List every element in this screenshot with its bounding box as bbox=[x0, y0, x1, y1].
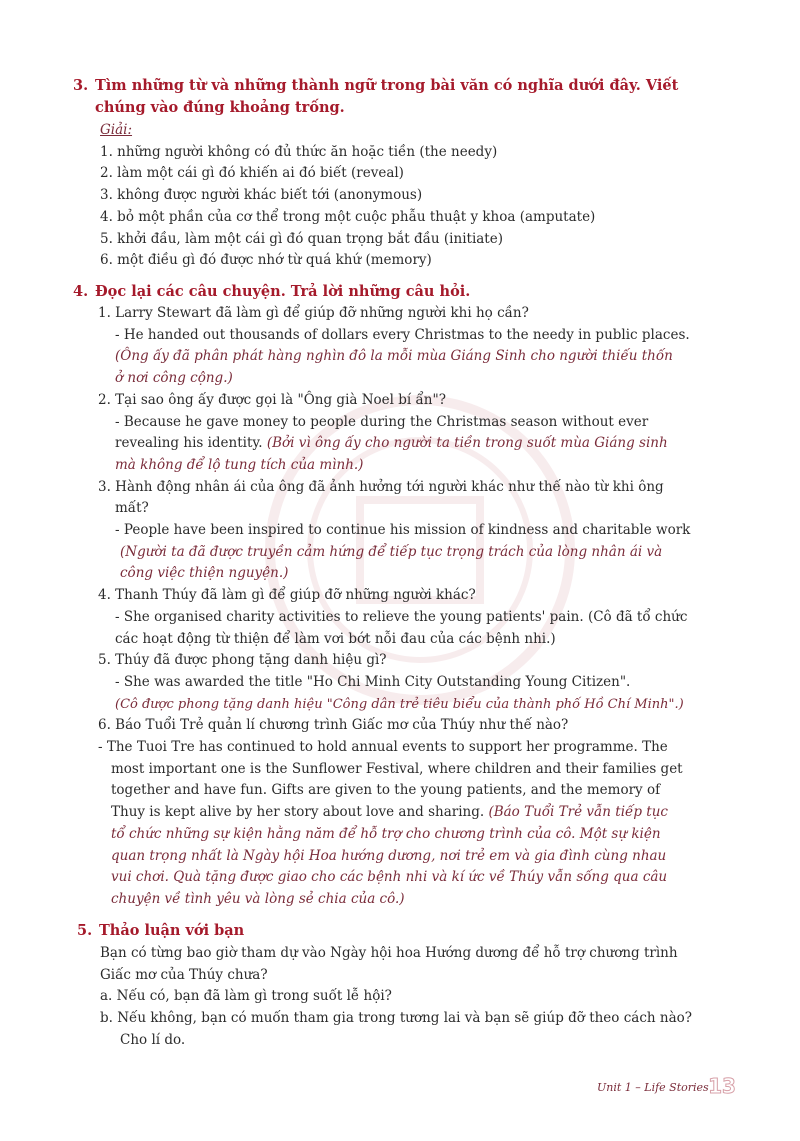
answer-2-en-cont: revealing his identity. bbox=[115, 435, 263, 452]
answer-2-vi: (Bởi vì ông ấy cho người ta tiền trong suốt mùa Giáng sinh bbox=[266, 435, 668, 452]
answer-1-en: - He handed out thousands of dollars every Christmas to the needy in public places. bbox=[115, 326, 690, 343]
answer-2-en: - Because he gave money to people during the Christmas season without ever bbox=[115, 413, 649, 430]
section-3-title-line-1: Tìm những từ và những thành ngữ trong bài văn có nghĩa dưới đây. Viết bbox=[95, 77, 679, 94]
section-3-answers bbox=[100, 120, 595, 272]
section-3-heading bbox=[73, 75, 743, 96]
answer-3-en: - People have been inspired to continue his mission of kindness and charitable work bbox=[115, 522, 691, 539]
section-4-qa bbox=[98, 303, 738, 911]
list-item: 6. một điều gì đó được nhớ từ quá khứ (memory) bbox=[100, 252, 432, 269]
question-1: 1. Larry Stewart đã làm gì để giúp đỡ những người khi họ cần? bbox=[98, 305, 529, 321]
answer-5-en: - She was awarded the title "Ho Chi Minh City Outstanding Young Citizen". bbox=[115, 673, 631, 690]
answer-6-en-2: most important one is the Sunflower Festival, where children and their families get bbox=[111, 760, 683, 777]
answer-3-vi-cont: công việc thiện nguyện.) bbox=[120, 565, 289, 582]
section-3-title-line-2: chúng vào đúng khoảng trống. bbox=[95, 99, 345, 116]
question-4: 4. Thanh Thúy đã làm gì để giúp đỡ những người khác? bbox=[98, 587, 476, 604]
section-5-option-b: b. Nếu không, bạn có muốn tham gia trong tương lai và bạn sẽ giúp đỡ theo cách nào? bbox=[100, 1010, 692, 1027]
section-5-line-1: Bạn có từng bao giờ tham dự vào Ngày hội hoa Hướng dương để hỗ trợ chương trình bbox=[100, 945, 678, 961]
section-5-line-2: Giấc mơ của Thúy chưa? bbox=[100, 966, 268, 983]
list-item: 1. những người không có đủ thức ăn hoặc tiền (the needy) bbox=[100, 143, 498, 160]
page-number: 13 bbox=[708, 1074, 736, 1098]
section-4-title: Đọc lại các câu chuyện. Trả lời những câu hỏi. bbox=[95, 283, 471, 300]
answer-6-vi-4: vui chơi. Quà tặng được giao cho các bệnh nhi và kí ức về Thúy vẫn sống qua câu bbox=[111, 869, 668, 886]
answer-4-vi-cont: các hoạt động từ thiện để làm vơi bớt nỗi đau của các bệnh nhi.) bbox=[115, 630, 556, 647]
section-3-number: 3. bbox=[73, 77, 89, 94]
answer-6-vi: (Báo Tuổi Trẻ vẫn tiếp tục bbox=[488, 804, 668, 821]
section-5-body bbox=[100, 943, 692, 1052]
question-2: 2. Tại sao ông ấy được gọi là "Ông già Noel bí ẩn"? bbox=[98, 391, 446, 408]
answer-6-en: - The Tuoi Tre has continued to hold annual events to support her programme. The bbox=[98, 739, 668, 756]
section-5-option-a: a. Nếu có, bạn đã làm gì trong suốt lễ hội? bbox=[100, 988, 392, 1005]
answer-6-vi-2: tổ chức những sự kiện hằng năm để hỗ trợ cho chương trình của cô. Một sự kiện bbox=[111, 825, 661, 842]
answer-1-vi-cont: ở nơi công cộng.) bbox=[115, 370, 233, 387]
section-5-option-b-cont: Cho lí do. bbox=[120, 1031, 186, 1048]
answer-6-vi-3: quan trọng nhất là Ngày hội Hoa hướng dương, nơi trẻ em và gia đình cùng nhau bbox=[111, 847, 667, 864]
giai-label: Giải: bbox=[100, 122, 133, 138]
answer-6-vi-5: chuyện về tình yêu và lòng sẻ chia của cô.) bbox=[111, 890, 405, 907]
footer-unit-label: Unit 1 – Life Stories bbox=[597, 1081, 709, 1094]
section-5-title: Thảo luận với bạn bbox=[99, 922, 245, 939]
answer-1-vi: (Ông ấy đã phân phát hàng nghìn đô la mỗi mùa Giáng Sinh cho người thiếu thốn bbox=[115, 348, 673, 365]
section-5-heading bbox=[77, 920, 244, 941]
section-5-number: 5. bbox=[77, 922, 93, 939]
answer-3-vi: (Người ta đã được truyền cảm hứng để tiếp tục trọng trách của lòng nhân ái và bbox=[120, 543, 663, 560]
answer-2-vi-cont: mà không để lộ tung tích của mình.) bbox=[115, 456, 364, 473]
section-3-heading-cont bbox=[95, 97, 345, 118]
answer-6-en-3: together and have fun. Gifts are given to the young patients, and the memory of bbox=[111, 782, 661, 799]
question-6: 6. Báo Tuổi Trẻ quản lí chương trình Giấc mơ của Thúy như thế nào? bbox=[98, 717, 569, 734]
section-4-heading bbox=[73, 281, 470, 302]
list-item: 4. bỏ một phần của cơ thể trong một cuộc phẫu thuật y khoa (amputate) bbox=[100, 208, 596, 225]
question-3-cont: mất? bbox=[115, 500, 149, 517]
question-3: 3. Hành động nhân ái của ông đã ảnh hưởng tới người khác như thế nào từ khi ông bbox=[98, 478, 664, 495]
answer-5-vi: (Cô được phong tặng danh hiệu "Công dân trẻ tiêu biểu của thành phố Hồ Chí Minh".) bbox=[115, 696, 684, 712]
answer-4-en: - She organised charity activities to relieve the young patients' pain. bbox=[115, 608, 584, 625]
answer-4-vi: (Cô đã tổ chức bbox=[587, 608, 688, 625]
list-item: 5. khởi đầu, làm một cái gì đó quan trọng bắt đầu (initiate) bbox=[100, 230, 503, 247]
list-item: 3. không được người khác biết tới (anonymous) bbox=[100, 187, 423, 204]
section-4-number: 4. bbox=[73, 283, 89, 300]
list-item: 2. làm một cái gì đó khiến ai đó biết (reveal) bbox=[100, 165, 404, 182]
question-5: 5. Thúy đã được phong tặng danh hiệu gì? bbox=[98, 652, 387, 669]
answer-6-en-4: Thuy is kept alive by her story about love and sharing. bbox=[111, 804, 485, 821]
